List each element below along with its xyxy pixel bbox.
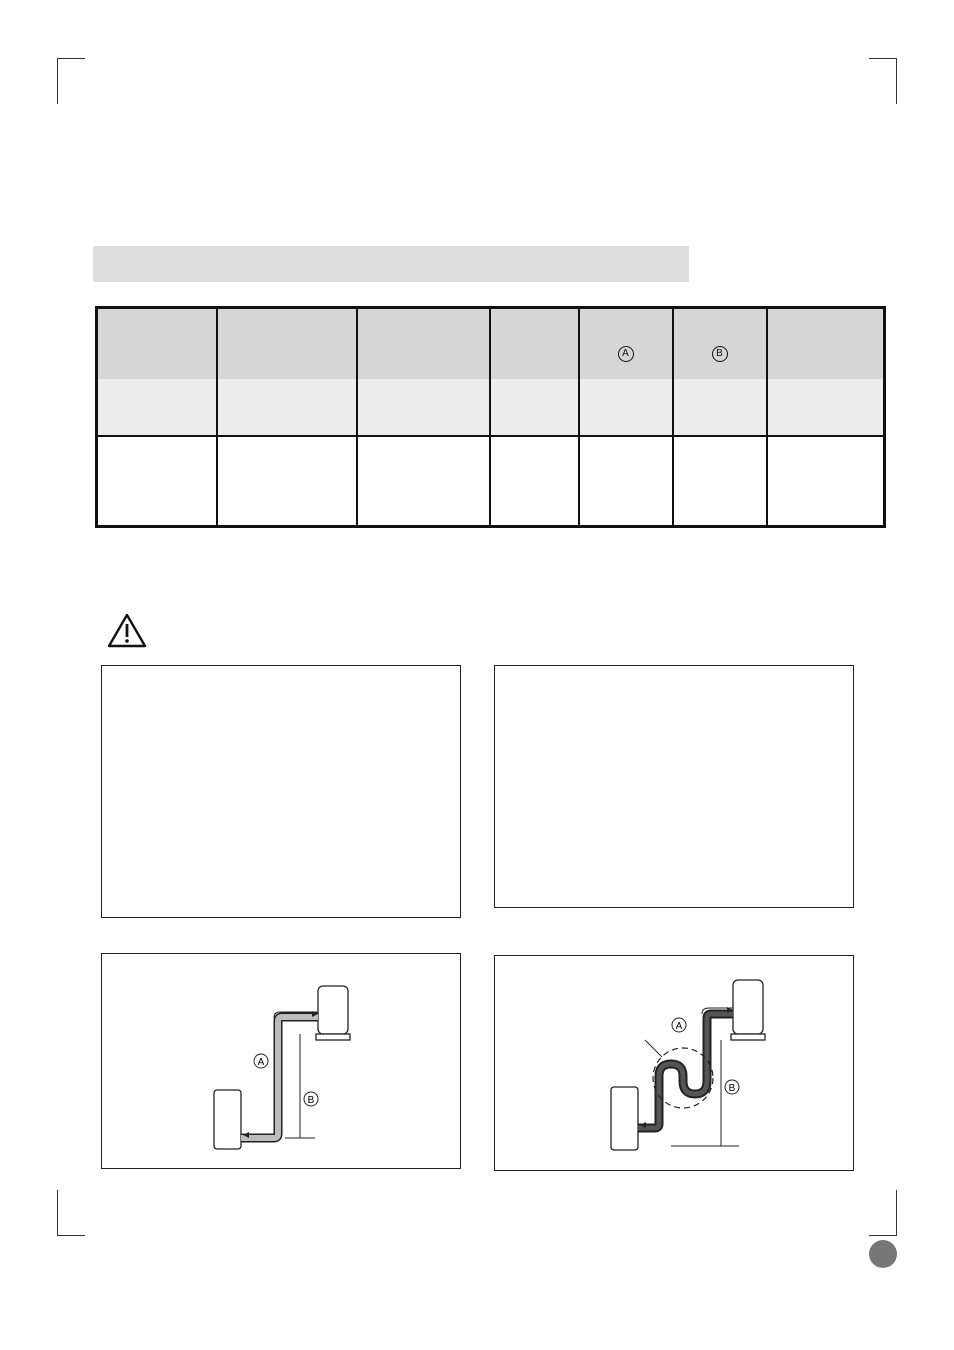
- crop-mark-top-left-v: [57, 58, 58, 104]
- indoor-unit-base: [316, 1034, 350, 1040]
- caution-text-box-left: [101, 665, 461, 918]
- piping-diagram-left: [102, 954, 460, 1168]
- table-cell: [490, 436, 579, 527]
- crop-mark-top-left-h: [57, 58, 85, 59]
- crop-mark-top-right-v: [896, 58, 897, 104]
- crop-mark-bottom-left-v: [57, 1190, 58, 1236]
- pipe-outline: [638, 1014, 733, 1128]
- table-cell: [490, 379, 579, 436]
- label-b: B: [307, 1095, 315, 1106]
- indoor-unit-base: [731, 1034, 765, 1040]
- header-cell: [217, 308, 357, 380]
- caution-text-box-right: [494, 665, 854, 908]
- header-cell-a: [579, 308, 673, 380]
- table-cell: [579, 379, 673, 436]
- section-heading-bar: [93, 246, 689, 282]
- table-row: [97, 379, 885, 436]
- circled-a-label: A: [618, 346, 634, 362]
- crop-mark-bottom-left-h: [57, 1235, 85, 1236]
- table-cell: [767, 436, 885, 527]
- indoor-unit-shape: [733, 980, 763, 1034]
- table-cell: [357, 436, 490, 527]
- crop-mark-bottom-right-v: [896, 1190, 897, 1236]
- label-a: A: [257, 1057, 265, 1068]
- piping-figure-trap: [494, 955, 854, 1171]
- warning-triangle-icon: [107, 613, 147, 649]
- table-cell: [97, 379, 217, 436]
- circled-b-label: B: [712, 346, 728, 362]
- table-cell: [767, 379, 885, 436]
- table-cell: [357, 379, 490, 436]
- trap-leader-line: [645, 1040, 662, 1057]
- label-a: A: [675, 1021, 683, 1032]
- table-header-row: [97, 308, 885, 380]
- table-cell: [673, 379, 767, 436]
- piping-figure-correct: [101, 953, 461, 1169]
- indoor-unit-shape: [318, 986, 348, 1034]
- outdoor-unit-shape: [214, 1090, 241, 1149]
- table-row: [97, 436, 885, 527]
- table-cell: [579, 436, 673, 527]
- piping-diagram-right: [495, 956, 853, 1170]
- label-b: B: [728, 1083, 736, 1094]
- crop-mark-bottom-right-h: [869, 1235, 897, 1236]
- table-cell: [97, 436, 217, 527]
- spec-table: [95, 306, 886, 528]
- page-number-badge: [869, 1240, 897, 1268]
- header-cell: [357, 308, 490, 380]
- crop-mark-top-right-h: [869, 58, 897, 59]
- header-cell-b: [673, 308, 767, 380]
- table-cell: [217, 379, 357, 436]
- header-cell: [97, 308, 217, 380]
- header-cell: [767, 308, 885, 380]
- outdoor-unit-shape: [611, 1087, 638, 1150]
- header-cell: [490, 308, 579, 380]
- table-cell: [673, 436, 767, 527]
- pipe-fill: [241, 1017, 318, 1138]
- table-cell: [217, 436, 357, 527]
